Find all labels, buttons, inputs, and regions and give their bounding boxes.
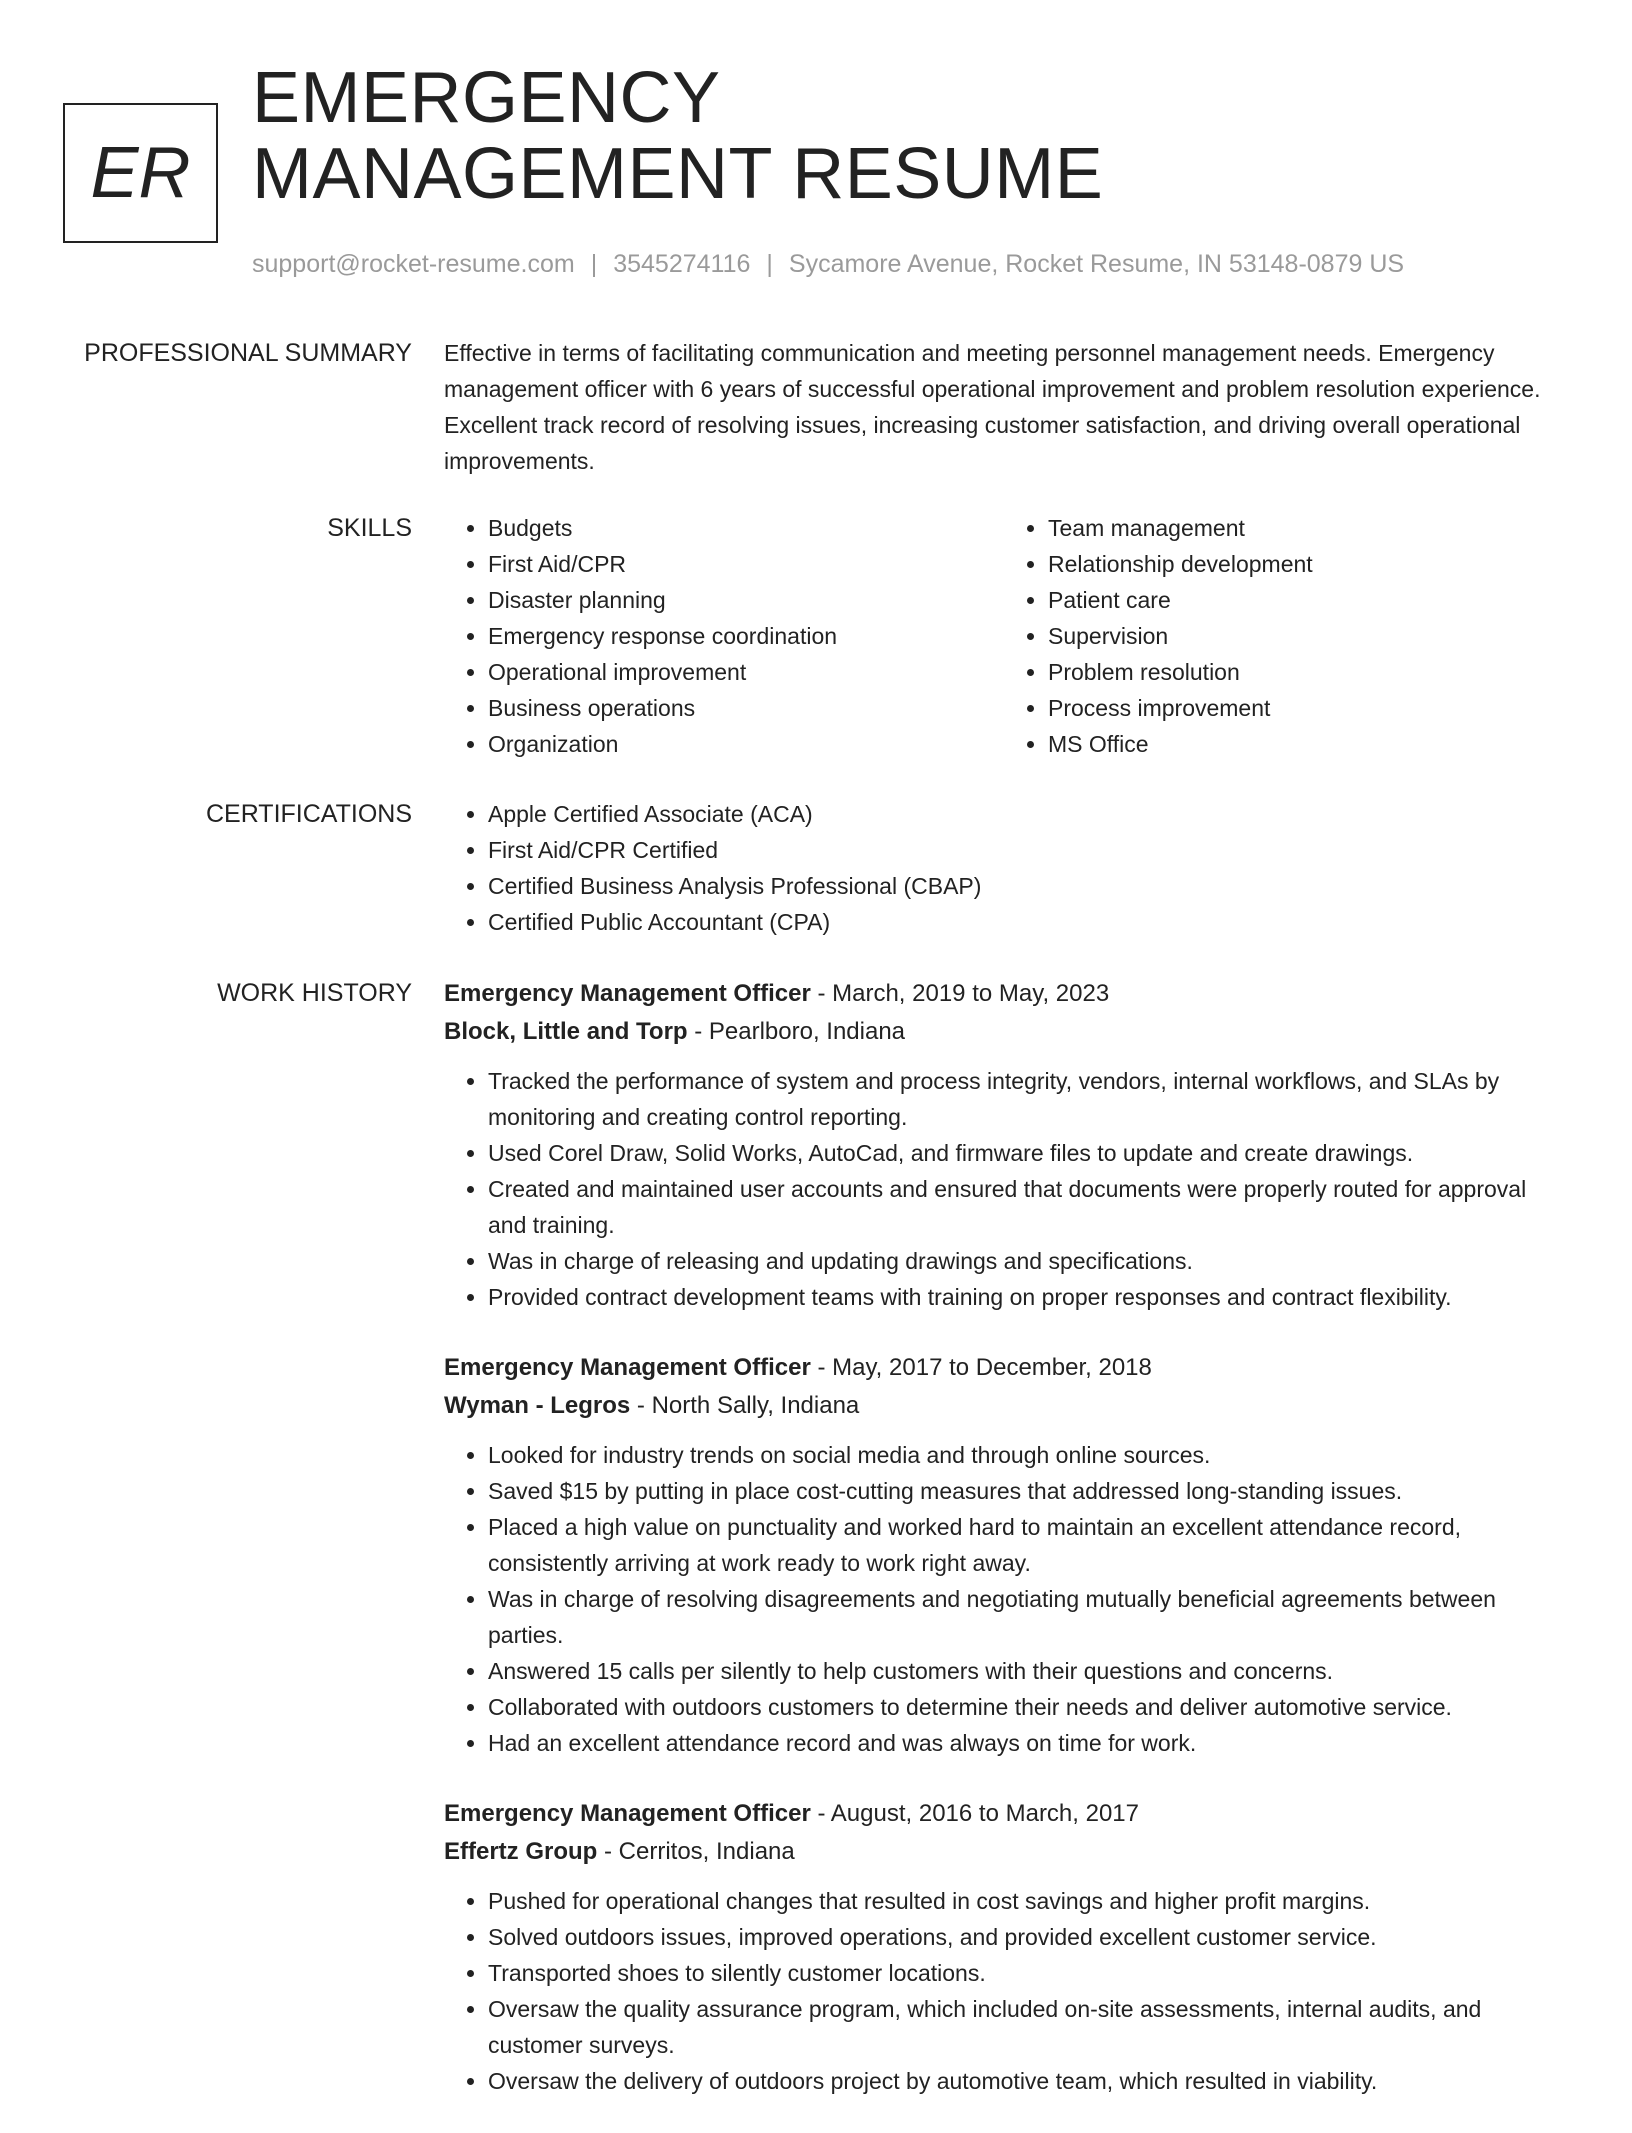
job-dates: - March, 2019 to May, 2023 xyxy=(810,980,1110,1007)
list-item: • Team management xyxy=(1048,510,1564,546)
job-entry xyxy=(444,1795,1564,2099)
job-title: Emergency Management Officer xyxy=(444,1354,811,1381)
job-duties xyxy=(444,1437,1564,1761)
list-item: • Supervision xyxy=(1048,618,1564,654)
resume-title xyxy=(252,60,1103,212)
list-item: • Certified Business Analysis Professional (CBAP) xyxy=(488,868,1564,904)
list-item: • Had an excellent attendance record and was always on time for work. xyxy=(488,1725,1564,1761)
section-heading-certifications: CERTIFICATIONS xyxy=(205,800,412,828)
section-heading-summary: PROFESSIONAL SUMMARY xyxy=(84,339,412,367)
job-title: Emergency Management Officer xyxy=(444,1800,811,1827)
job-company: Wyman - Legros xyxy=(444,1392,631,1419)
certifications-list xyxy=(444,796,1564,940)
list-item: • Budgets xyxy=(488,510,1004,546)
list-item: • Certified Public Accountant (CPA) xyxy=(488,904,1564,940)
contact-separator: | xyxy=(590,250,598,278)
list-item: • Emergency response coordination xyxy=(488,618,1004,654)
job-duties xyxy=(444,1063,1564,1315)
job-title: Emergency Management Officer xyxy=(444,980,811,1007)
list-item: • Was in charge of releasing and updating drawings and specifications. xyxy=(488,1243,1564,1279)
list-item: • First Aid/CPR Certified xyxy=(488,832,1564,868)
summary-body xyxy=(444,335,1564,479)
job-title-line xyxy=(444,1349,1564,1387)
list-item: • Oversaw the delivery of outdoors project by automotive team, which resulted in viability. xyxy=(488,2063,1564,2099)
resume-title-line-1: EMERGENCY xyxy=(252,58,721,138)
list-item: • Pushed for operational changes that resulted in cost savings and higher profit margins. xyxy=(488,1883,1564,1919)
job-company-line xyxy=(444,1833,1564,1871)
list-item: • Answered 15 calls per silently to help customers with their questions and concerns. xyxy=(488,1653,1564,1689)
list-item: • Problem resolution xyxy=(1048,654,1564,690)
skills-list-right xyxy=(1004,510,1564,762)
work-history-body xyxy=(444,975,1564,2133)
list-item: • Relationship development xyxy=(1048,546,1564,582)
list-item: • Provided contract development teams with training on proper responses and contract flexibility. xyxy=(488,1279,1564,1315)
job-location: - Cerritos, Indiana xyxy=(597,1838,795,1865)
job-entry xyxy=(444,975,1564,1315)
contact-email[interactable]: support@rocket-resume.com xyxy=(252,250,575,278)
job-dates: - August, 2016 to March, 2017 xyxy=(810,1800,1140,1827)
job-dates: - May, 2017 to December, 2018 xyxy=(810,1354,1152,1381)
list-item: • Was in charge of resolving disagreements and negotiating mutually beneficial agreements between parties. xyxy=(488,1581,1564,1653)
monogram-initials: ER xyxy=(63,103,218,243)
list-item: • Collaborated with outdoors customers to determine their needs and deliver automotive service. xyxy=(488,1689,1564,1725)
list-item: • Created and maintained user accounts and ensured that documents were properly routed for approval and training. xyxy=(488,1171,1564,1243)
list-item: • Solved outdoors issues, improved operations, and provided excellent customer service. xyxy=(488,1919,1564,1955)
list-item: • Saved $15 by putting in place cost-cutting measures that addressed long-standing issues. xyxy=(488,1473,1564,1509)
job-company: Effertz Group xyxy=(444,1838,598,1865)
list-item: • First Aid/CPR xyxy=(488,546,1004,582)
list-item: • Used Corel Draw, Solid Works, AutoCad, and firmware files to update and create drawings. xyxy=(488,1135,1564,1171)
section-heading-work-history: WORK HISTORY xyxy=(217,979,412,1007)
contact-address: Sycamore Avenue, Rocket Resume, IN 53148-0879 US xyxy=(788,250,1405,278)
contact-info xyxy=(252,250,1404,279)
job-location: - Pearlboro, Indiana xyxy=(687,1018,906,1045)
list-item: • Process improvement xyxy=(1048,690,1564,726)
list-item: • Disaster planning xyxy=(488,582,1004,618)
list-item: • Oversaw the quality assurance program, which included on-site assessments, internal audits, and customer surveys. xyxy=(488,1991,1564,2063)
job-title-line xyxy=(444,1795,1564,1833)
job-title-line xyxy=(444,975,1564,1013)
skills-list-left xyxy=(444,510,1004,762)
job-company-line xyxy=(444,1013,1564,1051)
summary-text: Effective in terms of facilitating communication and meeting personnel management needs. Emergency management officer with 6 years of successful operational improvement and problem resolution experience. Excellent track record of resolving issues, increasing customer satisfaction, and driving overall operational improvements. xyxy=(444,340,1541,474)
list-item: • Looked for industry trends on social media and through online sources. xyxy=(488,1437,1564,1473)
list-item: • Patient care xyxy=(1048,582,1564,618)
list-item: • Organization xyxy=(488,726,1004,762)
job-location: - North Sally, Indiana xyxy=(630,1392,860,1419)
certifications-body xyxy=(444,796,1564,940)
list-item: • Apple Certified Associate (ACA) xyxy=(488,796,1564,832)
list-item: • Tracked the performance of system and process integrity, vendors, internal workflows, and SLAs by monitoring and creating control reporting. xyxy=(488,1063,1564,1135)
job-company-line xyxy=(444,1387,1564,1425)
resume-title-line-2: MANAGEMENT RESUME xyxy=(252,134,1104,214)
skills-body xyxy=(444,510,1564,762)
list-item: • Business operations xyxy=(488,690,1004,726)
contact-phone[interactable]: 3545274116 xyxy=(613,250,751,278)
job-entry xyxy=(444,1349,1564,1761)
contact-separator: | xyxy=(766,250,773,278)
list-item: • Transported shoes to silently customer locations. xyxy=(488,1955,1564,1991)
job-duties xyxy=(444,1883,1564,2099)
section-heading-skills: SKILLS xyxy=(327,514,412,542)
list-item: • MS Office xyxy=(1048,726,1564,762)
list-item: • Operational improvement xyxy=(488,654,1004,690)
list-item: • Placed a high value on punctuality and worked hard to maintain an excellent attendance record, consistently arriving at work ready to work right away. xyxy=(488,1509,1564,1581)
job-company: Block, Little and Torp xyxy=(444,1018,688,1045)
